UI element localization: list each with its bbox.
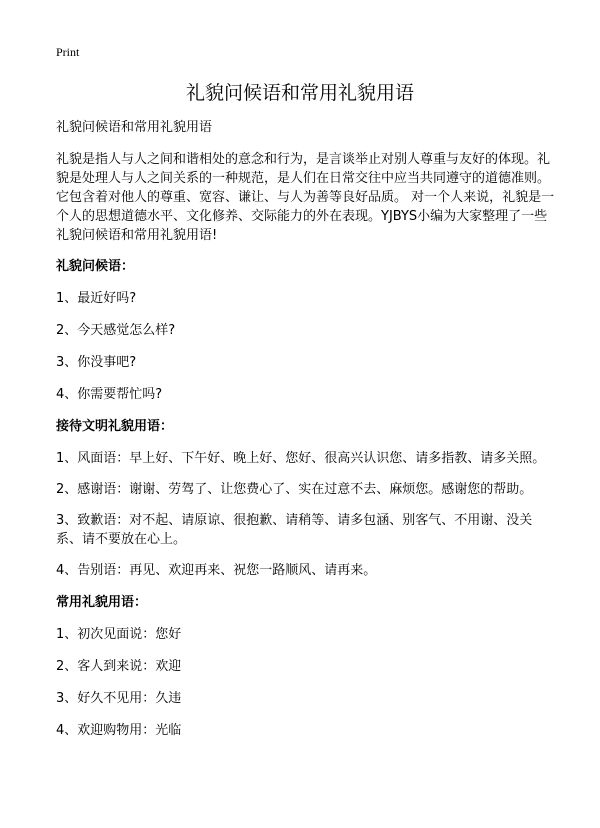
intro-paragraph: 礼貌是指人与人之间和谐相处的意念和行为，是言谈举止对别人尊重与友好的体现。礼貌是处理人与人之间关系的一种规范，是人们在日常交往中应当共同遵守的道德准则。它包含着对他人的尊重、宽容、谦让、与人为善等良好品质。 对一个人来说，礼貌是一个人的思想道德水平、文化修养、交际能力的外在表现。YJBYS小编为大家整理了一些礼貌问候语和常用礼貌用语!: [56, 152, 555, 243]
list-item: 1、风面语：早上好、下午好、晚上好、您好、很高兴认识您、请多指教、请多关照。: [56, 451, 546, 466]
list-item: 4、你需要帮忙吗?: [56, 387, 163, 402]
print-link[interactable]: Print: [56, 45, 80, 59]
article-body: [56, 118, 556, 753]
list-item: 2、客人到来说：欢迎: [56, 659, 182, 674]
list-item: 1、最近好吗?: [56, 291, 137, 306]
list-item: 4、欢迎购物用：光临: [56, 723, 182, 738]
list-item: 3、你没事吧?: [56, 355, 137, 370]
list-item: 3、好久不见用：久违: [56, 691, 182, 706]
list-item: 3、致歉语：对不起、请原谅、很抱歉、请稍等、请多包涵、别客气、不用谢、没关系、请不要放在心上。: [56, 513, 533, 547]
page-title: 礼貌问候语和常用礼貌用语: [185, 82, 414, 104]
list-item: 4、告别语：再见、欢迎再来、祝您一路顺风、请再来。: [56, 563, 377, 578]
section-heading-common: 常用礼貌用语：: [56, 595, 148, 610]
article-subtitle: 礼貌问候语和常用礼貌用语: [56, 120, 213, 135]
section-heading-greetings: 礼貌问候语：: [56, 259, 135, 274]
section-heading-reception: 接待文明礼貌用语：: [56, 419, 174, 434]
list-item: 2、今天感觉怎么样?: [56, 323, 176, 338]
list-item: 2、感谢语：谢谢、劳驾了、让您费心了、实在过意不去、麻烦您。感谢您的帮助。: [56, 482, 533, 497]
list-item: 1、初次见面说：您好: [56, 627, 182, 642]
